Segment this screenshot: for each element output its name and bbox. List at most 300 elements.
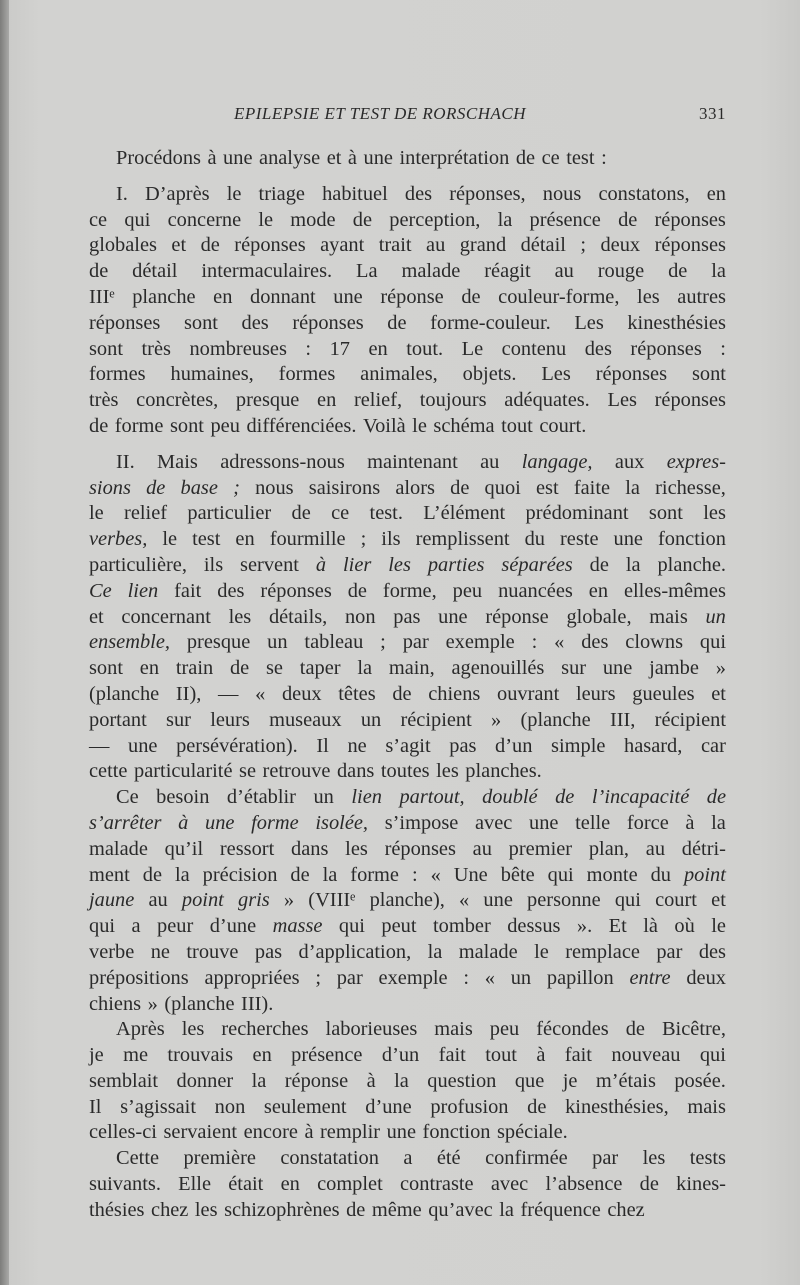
word: Procédons bbox=[116, 147, 201, 169]
word: (planche bbox=[89, 682, 160, 705]
word: donner bbox=[176, 1069, 234, 1092]
word: lier bbox=[342, 553, 372, 576]
word: la bbox=[499, 1198, 514, 1221]
word: interprétation bbox=[399, 147, 510, 169]
word: « bbox=[554, 631, 565, 654]
word: Et bbox=[608, 915, 627, 938]
word: de bbox=[146, 476, 166, 499]
word: sont bbox=[691, 363, 726, 386]
word: plan, bbox=[588, 837, 630, 860]
word: chiens bbox=[428, 682, 481, 705]
word: relief bbox=[124, 502, 168, 525]
running-head bbox=[90, 104, 726, 128]
word: analyse bbox=[259, 147, 321, 169]
text-line bbox=[89, 285, 726, 311]
word: II. bbox=[116, 450, 135, 473]
word: question bbox=[427, 1069, 497, 1092]
text-line bbox=[89, 337, 726, 363]
text-line bbox=[89, 708, 726, 734]
word: perception, bbox=[389, 208, 481, 231]
word: clowns bbox=[625, 631, 684, 654]
word: récipient bbox=[654, 708, 726, 731]
word: : bbox=[305, 337, 312, 360]
word: agenouillés bbox=[451, 657, 545, 680]
word: grand bbox=[459, 234, 507, 257]
running-title: EPILEPSIE ET TEST DE RORSCHACH bbox=[234, 104, 527, 123]
word: remplir bbox=[320, 1121, 381, 1144]
word: adressons-nous bbox=[220, 450, 345, 473]
word: Une bbox=[453, 863, 488, 886]
paragraph bbox=[89, 182, 726, 440]
word: et bbox=[711, 682, 726, 705]
word: car bbox=[700, 734, 726, 757]
word: des bbox=[404, 182, 433, 205]
word: ayant bbox=[320, 234, 365, 257]
word: couleur-forme, bbox=[498, 285, 620, 308]
word: à bbox=[347, 147, 357, 169]
word: de bbox=[229, 657, 250, 680]
word: dessus bbox=[507, 915, 561, 938]
word: au bbox=[480, 450, 500, 473]
word: la bbox=[357, 657, 373, 680]
word: mais bbox=[649, 605, 688, 628]
word: de bbox=[352, 208, 373, 231]
word: confirmée bbox=[485, 1147, 568, 1170]
text-line bbox=[89, 811, 726, 837]
word: spéciale. bbox=[497, 1121, 568, 1144]
word: elles-mêmes bbox=[623, 579, 726, 602]
word: de bbox=[290, 863, 310, 886]
word: les bbox=[194, 1198, 218, 1221]
word: autres bbox=[677, 285, 726, 308]
word: qui bbox=[699, 1044, 726, 1067]
word: Cette bbox=[116, 1147, 160, 1170]
word: remplissent bbox=[415, 528, 510, 551]
word: particulière, bbox=[89, 553, 187, 576]
text-line bbox=[89, 579, 726, 605]
word: la bbox=[322, 863, 338, 886]
word: faite bbox=[573, 476, 611, 499]
word: forme bbox=[251, 811, 299, 834]
word: le bbox=[89, 502, 104, 525]
word: les bbox=[228, 605, 252, 628]
word: fécondes bbox=[536, 1018, 609, 1041]
word: sont bbox=[183, 311, 218, 334]
text-line bbox=[89, 682, 726, 708]
word: verbes, bbox=[89, 528, 148, 551]
word: test bbox=[192, 528, 221, 551]
word: d’une bbox=[365, 1095, 412, 1118]
word: la bbox=[625, 553, 641, 576]
word: « bbox=[255, 682, 266, 705]
word: fait bbox=[564, 1044, 592, 1067]
word: se bbox=[266, 657, 283, 680]
text-line bbox=[89, 940, 726, 966]
word: par bbox=[336, 966, 363, 989]
word: nuancées bbox=[498, 579, 573, 602]
word: : bbox=[411, 863, 418, 886]
word: saisirons bbox=[308, 476, 381, 499]
word: qui bbox=[338, 915, 365, 938]
word: kinesthésies, bbox=[565, 1095, 669, 1118]
word: richesse, bbox=[655, 476, 726, 499]
word: ». bbox=[576, 915, 593, 938]
word: de bbox=[291, 502, 311, 525]
word: en bbox=[588, 579, 609, 602]
word: en bbox=[368, 337, 388, 360]
word: le bbox=[226, 182, 242, 205]
word: de bbox=[89, 414, 109, 437]
word: « bbox=[459, 889, 470, 912]
word: le bbox=[162, 528, 178, 551]
word: d’établir bbox=[226, 786, 296, 809]
text-line bbox=[89, 1172, 726, 1198]
word: complet bbox=[317, 1173, 383, 1196]
word: la bbox=[711, 811, 726, 834]
word: sont bbox=[169, 414, 204, 437]
word: Le bbox=[461, 337, 484, 360]
word: prépositions bbox=[89, 966, 189, 989]
word: » bbox=[147, 992, 158, 1015]
word: le bbox=[412, 414, 427, 437]
text-line bbox=[89, 182, 726, 208]
word: Les bbox=[607, 389, 637, 412]
word: adéquates. bbox=[504, 389, 590, 412]
word: particularité bbox=[134, 760, 233, 783]
word: 17 bbox=[329, 337, 350, 360]
word: cette bbox=[89, 760, 128, 783]
word: recherches bbox=[221, 1018, 309, 1041]
word: réponse bbox=[284, 1069, 349, 1092]
word: au bbox=[554, 260, 574, 283]
word: des bbox=[581, 631, 609, 654]
word: avec bbox=[474, 811, 513, 834]
word: nous bbox=[542, 182, 582, 205]
word: avec bbox=[490, 1173, 529, 1196]
word: mais bbox=[434, 1018, 473, 1041]
word: forme-couleur. bbox=[430, 311, 551, 334]
word: la bbox=[625, 476, 640, 499]
word: récipient bbox=[400, 708, 472, 731]
word: réponses bbox=[630, 337, 702, 360]
word: très bbox=[89, 389, 119, 412]
word: de bbox=[618, 208, 638, 231]
word: encore bbox=[243, 1121, 298, 1144]
word: Les bbox=[541, 363, 571, 386]
word: peu bbox=[210, 414, 240, 437]
paragraph bbox=[89, 785, 726, 1017]
word: des bbox=[217, 579, 245, 602]
word: réponses bbox=[384, 837, 456, 860]
word: habituel bbox=[322, 182, 388, 205]
word: planche bbox=[132, 285, 196, 308]
word: précision bbox=[202, 863, 278, 886]
word: des bbox=[698, 940, 726, 963]
word: suivants. bbox=[89, 1173, 161, 1196]
word: prédominant bbox=[525, 502, 629, 525]
word: nouveau bbox=[611, 1044, 681, 1067]
word: doublé bbox=[482, 786, 538, 809]
word: mode bbox=[290, 208, 336, 231]
word: partout, bbox=[399, 786, 465, 809]
word: « bbox=[430, 863, 441, 886]
word: un bbox=[360, 708, 382, 731]
word: tout. bbox=[406, 337, 444, 360]
word: deux bbox=[686, 966, 726, 989]
word: tableau bbox=[304, 631, 364, 654]
word: et bbox=[89, 605, 104, 628]
word: une bbox=[333, 285, 363, 308]
word: été bbox=[436, 1147, 461, 1170]
word: ment bbox=[89, 863, 130, 886]
text-line bbox=[89, 414, 726, 440]
word: point bbox=[683, 863, 726, 886]
word: de bbox=[142, 863, 162, 886]
text-line bbox=[89, 501, 726, 527]
text-line bbox=[89, 259, 726, 285]
word: constatons, bbox=[598, 182, 690, 205]
word: une bbox=[205, 811, 235, 834]
word: nous bbox=[255, 476, 294, 499]
word: exemple bbox=[445, 631, 515, 654]
word: des bbox=[241, 311, 269, 334]
word: où bbox=[674, 915, 695, 938]
word: fonction bbox=[657, 528, 726, 551]
word: peu bbox=[489, 1018, 520, 1041]
word: qui bbox=[699, 631, 726, 654]
word: : bbox=[463, 966, 470, 989]
word: de bbox=[387, 311, 407, 334]
word: parties bbox=[427, 553, 485, 576]
word: le bbox=[534, 940, 549, 963]
word: sur bbox=[561, 657, 587, 680]
word: réponses bbox=[292, 311, 364, 334]
word: ; bbox=[580, 234, 587, 257]
word: lien bbox=[351, 786, 382, 809]
word: personne bbox=[527, 889, 601, 912]
word: ; bbox=[380, 631, 386, 654]
text-line bbox=[89, 759, 726, 785]
paragraph bbox=[89, 146, 726, 172]
word: formes bbox=[89, 363, 146, 386]
word: telle bbox=[575, 811, 611, 834]
body-text bbox=[89, 146, 726, 1224]
text-line bbox=[89, 734, 726, 760]
word: Voilà bbox=[362, 414, 406, 437]
word: isolée, bbox=[315, 811, 369, 834]
word: d’un bbox=[495, 734, 533, 757]
word: au bbox=[472, 837, 492, 860]
word: ne bbox=[150, 940, 170, 963]
word: taper bbox=[299, 657, 341, 680]
word: non bbox=[214, 1095, 246, 1118]
word: fait bbox=[438, 1044, 466, 1067]
word: une bbox=[363, 147, 393, 169]
word: là bbox=[643, 915, 658, 938]
word: tout bbox=[501, 414, 533, 437]
text-line bbox=[89, 1043, 726, 1069]
word: une bbox=[223, 147, 253, 169]
word: têtes bbox=[338, 682, 376, 705]
word: contenu bbox=[501, 337, 567, 360]
word: animales, bbox=[360, 363, 438, 386]
word: humaines, bbox=[170, 363, 254, 386]
word: masse bbox=[272, 915, 323, 938]
word: réponses bbox=[234, 234, 306, 257]
word: de bbox=[346, 1198, 366, 1221]
word: point bbox=[181, 889, 224, 912]
word: de bbox=[639, 1173, 659, 1196]
word: laborieuses bbox=[325, 1018, 418, 1041]
word: (planche bbox=[520, 708, 591, 731]
text-line bbox=[89, 450, 726, 476]
word: contraste bbox=[400, 1173, 474, 1196]
word: Ce bbox=[116, 786, 139, 809]
word: « bbox=[484, 966, 495, 989]
word: jaune bbox=[89, 889, 135, 912]
word: celles-ci bbox=[89, 1121, 157, 1144]
word: toujours bbox=[419, 389, 487, 412]
word: profusion bbox=[430, 1095, 509, 1118]
word: une bbox=[128, 734, 158, 757]
word: en bbox=[280, 1173, 300, 1196]
word: je bbox=[89, 1044, 104, 1067]
word: remplace bbox=[565, 940, 640, 963]
word: sont bbox=[89, 337, 123, 360]
word: la bbox=[497, 208, 513, 231]
word: du bbox=[650, 863, 671, 886]
word: en bbox=[317, 389, 337, 412]
word: forme bbox=[350, 863, 399, 886]
word: les bbox=[388, 553, 411, 576]
word: Mais bbox=[157, 450, 198, 473]
word: l’absence bbox=[545, 1173, 623, 1196]
word: réponse bbox=[485, 605, 549, 628]
word: de bbox=[89, 260, 109, 283]
word: forme bbox=[114, 414, 164, 437]
word: présence bbox=[529, 208, 601, 231]
word: réagit bbox=[484, 260, 531, 283]
word: besoin bbox=[156, 786, 210, 809]
word: se bbox=[239, 760, 257, 783]
word: aux bbox=[614, 450, 645, 473]
word: portant bbox=[89, 708, 147, 731]
text-line bbox=[89, 630, 726, 656]
text-line bbox=[89, 888, 726, 914]
page-gutter-shadow bbox=[0, 0, 9, 1285]
word: tomber bbox=[432, 915, 491, 938]
word: les bbox=[345, 837, 368, 860]
word: chez bbox=[607, 1198, 645, 1221]
word: (planche bbox=[164, 992, 235, 1015]
word: schéma bbox=[433, 414, 495, 437]
word: les bbox=[703, 502, 726, 525]
word: de bbox=[392, 682, 412, 705]
word: seulement bbox=[263, 1095, 347, 1118]
word: expres- bbox=[666, 450, 726, 473]
word: de bbox=[461, 285, 481, 308]
word: trouve bbox=[186, 940, 239, 963]
word: une bbox=[438, 605, 468, 628]
word: leurs bbox=[575, 682, 616, 705]
word: de bbox=[625, 1018, 645, 1041]
word: » bbox=[491, 708, 502, 731]
text-line bbox=[89, 527, 726, 553]
word: hasard, bbox=[624, 734, 683, 757]
word: qui bbox=[89, 915, 116, 938]
word: pas bbox=[254, 940, 283, 963]
word: ils bbox=[381, 528, 401, 551]
word: trouvais bbox=[167, 1044, 234, 1067]
word: toutes bbox=[380, 760, 430, 783]
word: que bbox=[514, 1069, 545, 1092]
word: (VIIIᵉ bbox=[308, 889, 356, 912]
word: réponses bbox=[654, 389, 726, 412]
word: ; bbox=[315, 966, 321, 989]
word: ce bbox=[89, 208, 108, 231]
word: qui bbox=[547, 863, 574, 886]
word: des bbox=[584, 337, 612, 360]
word: peu bbox=[452, 579, 483, 602]
word: papillon bbox=[546, 966, 614, 989]
word: une bbox=[386, 1121, 417, 1144]
word: quoi bbox=[484, 476, 521, 499]
word: semblait bbox=[89, 1069, 159, 1092]
word: une bbox=[602, 657, 633, 680]
word: donnant bbox=[250, 285, 316, 308]
word: forme, bbox=[382, 579, 437, 602]
word: malade bbox=[458, 940, 518, 963]
word: kines- bbox=[676, 1173, 726, 1196]
text-line bbox=[89, 1120, 726, 1146]
word: à bbox=[304, 1121, 314, 1144]
word: qu’avec bbox=[428, 1198, 493, 1221]
word: de bbox=[668, 260, 688, 283]
text-line bbox=[89, 785, 726, 811]
word: l’incapacité bbox=[591, 786, 690, 809]
word: peur bbox=[157, 915, 194, 938]
word: servaient bbox=[163, 1121, 238, 1144]
word: d’application, bbox=[298, 940, 412, 963]
word: ressort bbox=[219, 837, 275, 860]
word: ; bbox=[233, 476, 240, 499]
word: la bbox=[394, 1069, 409, 1092]
text-line bbox=[89, 837, 726, 863]
word: chez bbox=[151, 1198, 189, 1221]
word: deux bbox=[600, 234, 641, 257]
word: non bbox=[344, 605, 376, 628]
word: presque bbox=[235, 389, 300, 412]
text-line bbox=[89, 208, 726, 234]
word: à bbox=[207, 147, 217, 169]
word: un bbox=[267, 631, 288, 654]
text-line bbox=[89, 605, 726, 631]
word: » bbox=[283, 889, 295, 912]
word: IIIᵉ bbox=[89, 285, 115, 308]
word: schizophrènes bbox=[224, 1198, 340, 1221]
word: concernant bbox=[121, 605, 211, 628]
word: bête bbox=[500, 863, 535, 886]
word: et bbox=[326, 147, 342, 169]
word: gueules bbox=[632, 682, 695, 705]
word: III). bbox=[241, 992, 274, 1015]
word: de bbox=[450, 476, 470, 499]
word: réponses, bbox=[449, 182, 526, 205]
word: détail bbox=[520, 234, 566, 257]
word: réponses bbox=[654, 208, 726, 231]
word: dans bbox=[336, 760, 375, 783]
word: qui bbox=[124, 208, 151, 231]
